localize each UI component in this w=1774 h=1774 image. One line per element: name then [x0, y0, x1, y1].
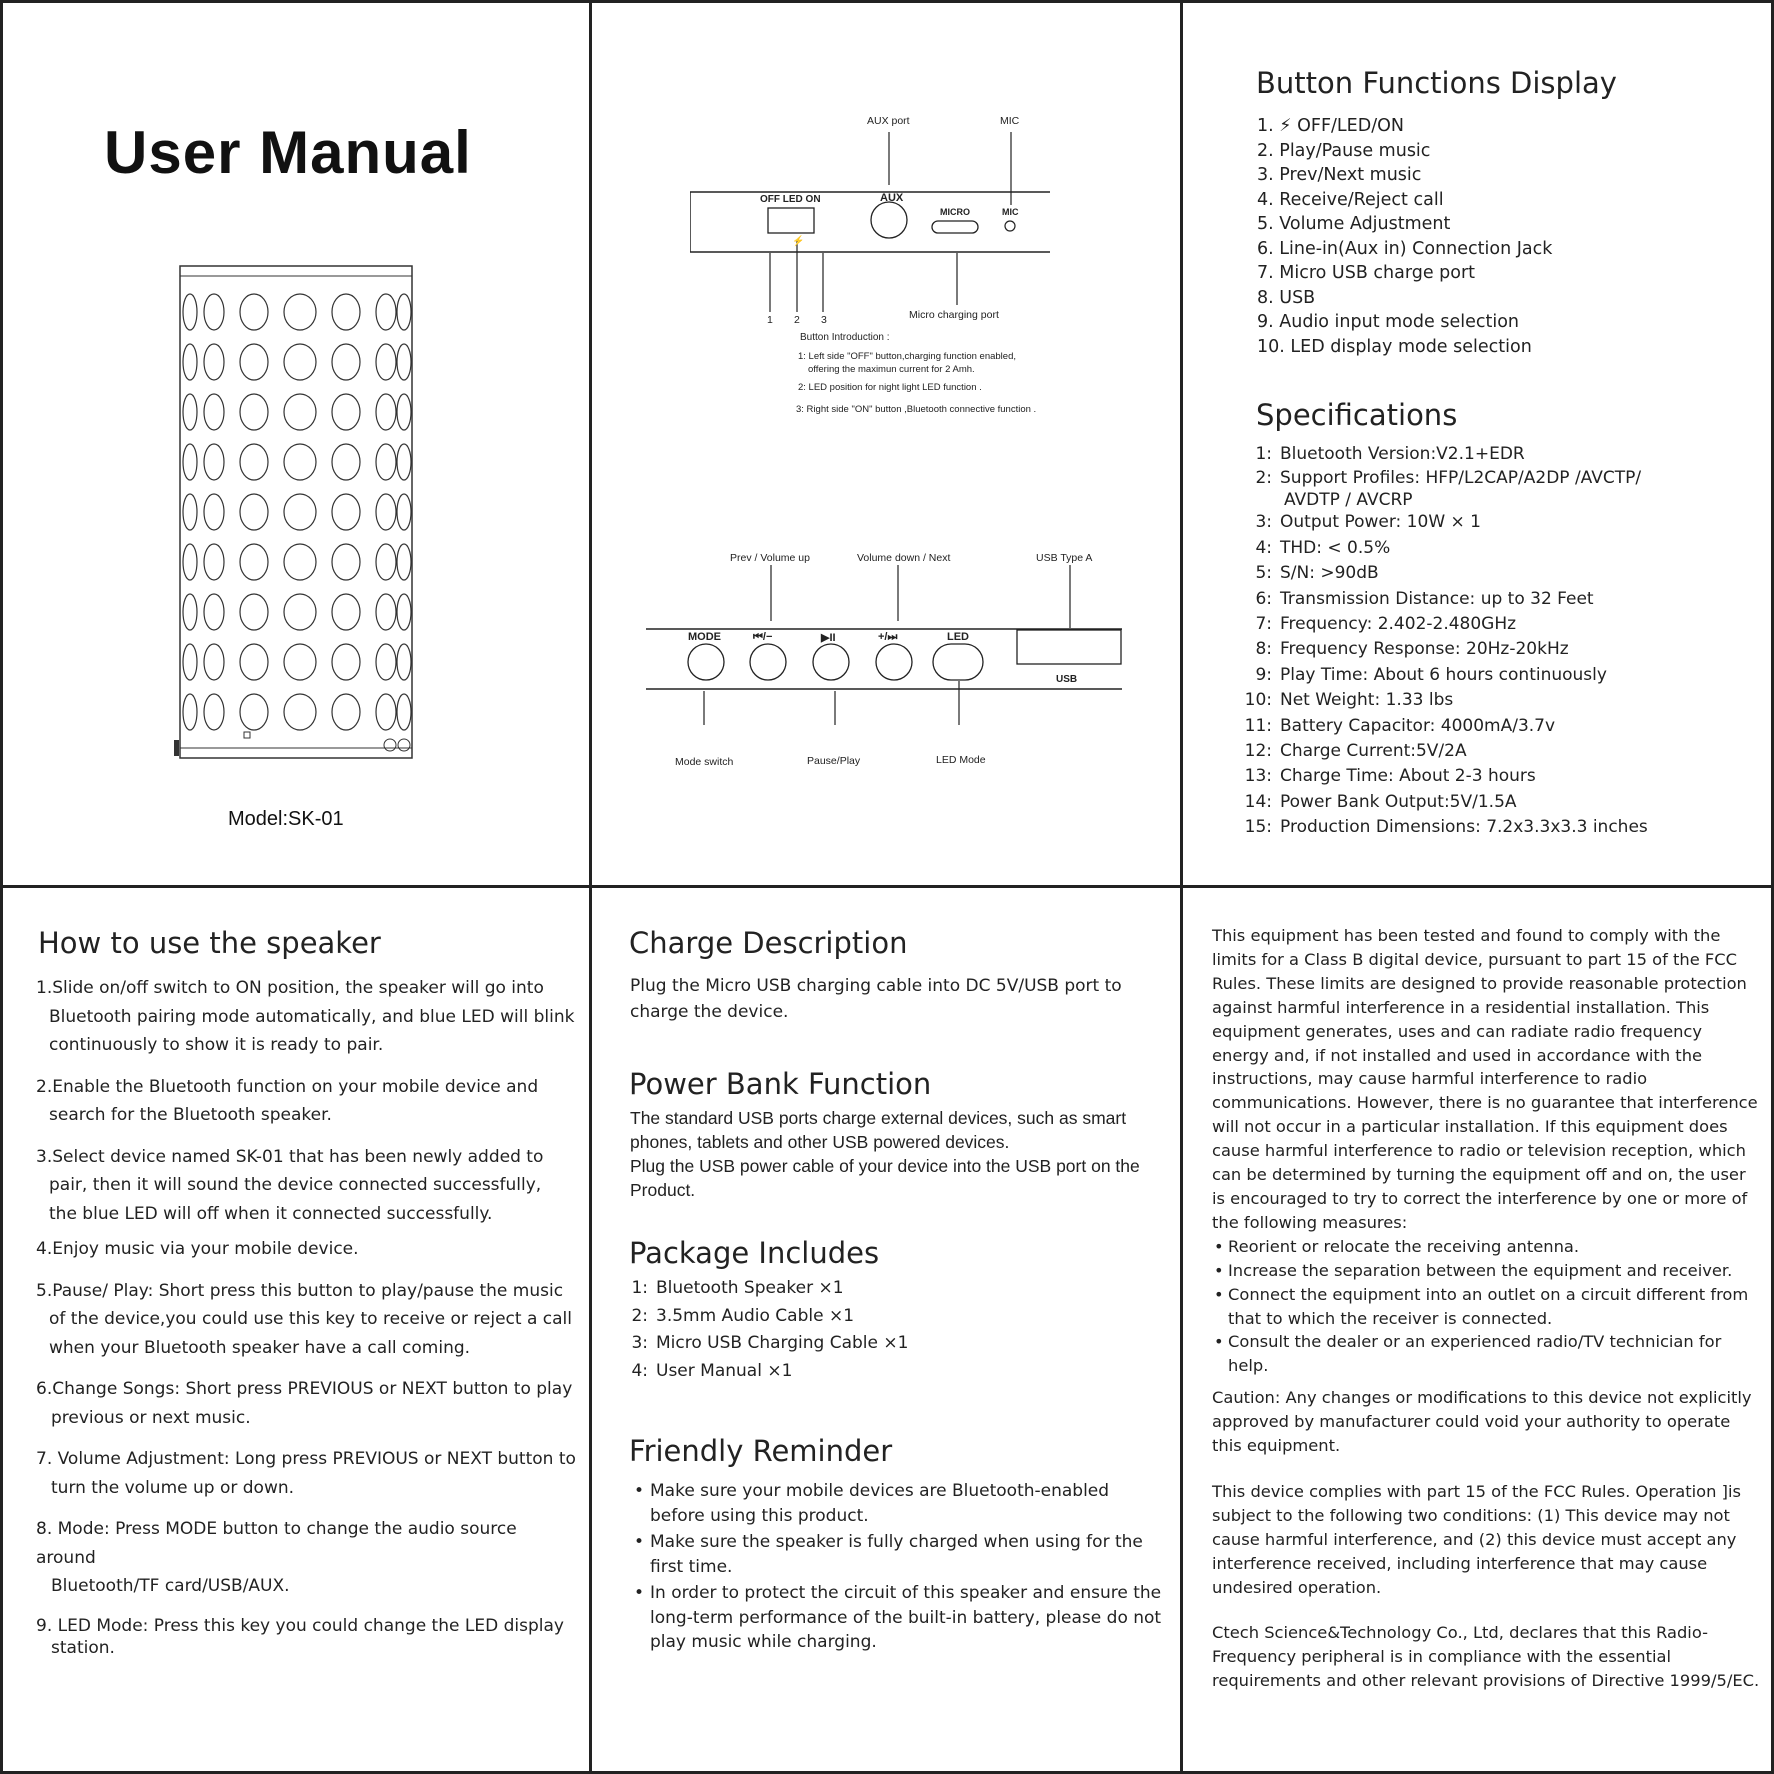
speaker-hole	[376, 544, 396, 580]
spec-item: 10: Net Weight: 1.33 lbs	[1244, 690, 1454, 711]
button-function-item: 8. USB	[1257, 287, 1316, 308]
speaker-hole	[284, 644, 316, 680]
powerbank-title: Power Bank Function	[629, 1067, 932, 1101]
speaker-hole	[183, 344, 197, 380]
speaker-hole	[397, 544, 411, 580]
reminder-list	[632, 1479, 1167, 1655]
speaker-hole	[397, 294, 411, 330]
speaker-hole	[376, 394, 396, 430]
speaker-hole	[183, 494, 197, 530]
speaker-hole	[332, 344, 360, 380]
intro-title: Button Introduction :	[800, 332, 890, 343]
spec-item: 8: Frequency Response: 20Hz-20kHz	[1255, 639, 1569, 660]
speaker-hole	[397, 694, 411, 730]
fcc-bullet: • Reorient or relocate the receiving antenna.	[1212, 1235, 1760, 1259]
howto-item: 1.Slide on/off switch to ON position, the speaker will go into Bluetooth pairing mode automatically, and blue LED will blink continuously to show it is ready to pair.	[36, 978, 575, 1055]
speaker-hole	[240, 594, 268, 630]
cover-title: User Manual	[104, 119, 472, 186]
howto-item: 5.Pause/ Play: Short press this button to play/pause the music of the device,you could use this key to receive or reject a call when your Bluetooth speaker have a call coming.	[36, 1280, 572, 1358]
usb-type-a-label: USB Type A	[1036, 552, 1093, 564]
fcc-block	[1212, 924, 1760, 1693]
specifications-list	[1234, 442, 1754, 841]
speaker-hole	[376, 294, 396, 330]
speaker-hole	[204, 594, 224, 630]
usb-port-label: USB	[1056, 674, 1078, 685]
intro-2: 2: LED position for night light LED function .	[798, 382, 982, 393]
speaker-hole	[204, 294, 224, 330]
package-title: Package Includes	[629, 1236, 880, 1270]
package-item: 1: Bluetooth Speaker ×1	[631, 1278, 844, 1298]
speaker-hole	[376, 344, 396, 380]
speaker-hole	[332, 494, 360, 530]
package-list	[610, 1275, 908, 1385]
speaker-hole	[240, 444, 268, 480]
mic-small-label: MIC	[1002, 207, 1019, 217]
button-functions-list	[1257, 114, 1552, 359]
speaker-hole	[183, 644, 197, 680]
speaker-hole	[284, 294, 316, 330]
howto-item: 8. Mode: Press MODE button to change the audio source around Bluetooth/TF card/USB/AUX.	[36, 1519, 517, 1596]
speaker-hole	[376, 594, 396, 630]
spec-item: 13: Charge Time: About 2-3 hours	[1244, 766, 1536, 787]
battery-icon: ⚡	[792, 236, 805, 247]
border-top	[0, 0, 1774, 3]
speaker-hole	[240, 644, 268, 680]
next-button-label: +/⏭	[878, 631, 898, 643]
micro-label: MICRO	[940, 207, 970, 217]
fcc-paragraph-1: This equipment has been tested and found to comply with the limits for a Class B digital device, pursuant to part 15 of the FCC Rules. These limits are designed to provide reasonable protection against harmful interference in a residential installation. This equipment generates, uses and can radiate radio frequency energy and, if not installed and used in accordance with the instructions, may cause harmful interference to radio communications. However, there is no guarantee that interference will not occur in a particular installation. If this equipment does cause harmful interference to radio or television reception, which can be determined by turning the equipment off and on, the user is encouraged to try to correct the interference by one or more of the following measures:	[1212, 926, 1758, 1232]
speaker-hole	[240, 394, 268, 430]
top-panel-diagram	[690, 130, 1080, 330]
speaker-hole	[183, 694, 197, 730]
speaker-hole	[204, 494, 224, 530]
speaker-hole	[204, 394, 224, 430]
spec-item: 12: Charge Current:5V/2A	[1244, 741, 1467, 762]
led-button-label: LED	[947, 631, 969, 643]
speaker-hole	[204, 694, 224, 730]
mode-switch-label: Mode switch	[675, 756, 734, 768]
speaker-hole	[397, 344, 411, 380]
speaker-hole	[397, 644, 411, 680]
model-label: Model:SK-01	[228, 808, 344, 830]
button-function-item: 5. Volume Adjustment	[1257, 214, 1451, 234]
speaker-hole	[240, 694, 268, 730]
play-button-label: ▶II	[821, 632, 836, 644]
speaker-hole	[183, 294, 197, 330]
spec-item: 14: Power Bank Output:5V/1.5A	[1244, 791, 1517, 812]
speaker-hole	[332, 694, 360, 730]
speaker-hole	[397, 594, 411, 630]
howto-title: How to use the speaker	[38, 926, 381, 960]
speaker-hole	[332, 294, 360, 330]
speaker-hole	[397, 494, 411, 530]
prev-volume-up-label: Prev / Volume up	[730, 552, 810, 564]
howto-item: 6.Change Songs: Short press PREVIOUS or NEXT button to play previous or next music.	[36, 1379, 573, 1428]
reminder-item: • In order to protect the circuit of this speaker and ensure the long-term performance of the built-in battery, please do not play music while charging.	[632, 1581, 1167, 1655]
button-function-item: 1. ⚡ OFF/LED/ON	[1257, 116, 1404, 136]
button-function-item: 7. Micro USB charge port	[1257, 263, 1476, 283]
speaker-hole	[204, 444, 224, 480]
spec-item: 15: Production Dimensions: 7.2x3.3x3.3 inches	[1244, 817, 1648, 838]
speaker-hole	[284, 544, 316, 580]
speaker-hole	[240, 294, 268, 330]
intro-3: 3: Right side "ON" button ,Bluetooth connective function .	[796, 404, 1037, 415]
spec-item: 2: Support Profiles: HFP/L2CAP/A2DP /AVCTP/	[1255, 468, 1642, 489]
package-item: 3: Micro USB Charging Cable ×1	[631, 1333, 909, 1353]
pause-play-label: Pause/Play	[807, 755, 861, 767]
speaker-hole	[376, 444, 396, 480]
speaker-hole	[204, 344, 224, 380]
reminder-item: • Make sure the speaker is fully charged when using for the first time.	[632, 1530, 1167, 1579]
intro-1b: offering the maximun current for 2 Amh.	[808, 364, 975, 375]
button-function-item: 10. LED display mode selection	[1257, 336, 1532, 357]
prev-button-label: ⏮/−	[753, 631, 773, 643]
specifications-title: Specifications	[1256, 398, 1458, 432]
reminder-title: Friendly Reminder	[629, 1434, 893, 1468]
speaker-hole	[240, 544, 268, 580]
spec-item: 7: Frequency: 2.402-2.480GHz	[1255, 614, 1517, 635]
speaker-hole	[284, 694, 316, 730]
spec-item: 1: Bluetooth Version:V2.1+EDR	[1255, 444, 1525, 464]
speaker-hole	[376, 644, 396, 680]
howto-item: 9. LED Mode: Press this key you could change the LED display station.	[36, 1615, 564, 1658]
mic-label: MIC	[1000, 115, 1020, 127]
fcc-paragraph-3: Ctech Science&Technology Co., Ltd, declares that this Radio-Frequency peripheral is in compliance with the essential requirements and other relevant provisions of Directive 1999/5/EC.	[1212, 1623, 1760, 1691]
aux-port-label: AUX port	[867, 115, 910, 127]
fcc-bullet: • Connect the equipment into an outlet on a circuit different from that to which the receiver is connected.	[1212, 1283, 1760, 1331]
button-function-item: 3. Prev/Next music	[1257, 165, 1422, 185]
howto-item: 2.Enable the Bluetooth function on your mobile device and search for the Bluetooth speaker.	[36, 1076, 539, 1125]
howto-item: 7. Volume Adjustment: Long press PREVIOUS or NEXT button to turn the volume up or down.	[36, 1449, 576, 1498]
button-function-item: 9. Audio input mode selection	[1257, 312, 1519, 332]
speaker-hole	[397, 394, 411, 430]
spec-item: 3: Output Power: 10W × 1	[1255, 512, 1481, 533]
speaker-hole	[284, 594, 316, 630]
spec-item: 11: Battery Capacitor: 4000mA/3.7v	[1244, 715, 1556, 736]
button-function-item: 4. Receive/Reject call	[1257, 189, 1444, 210]
speaker-hole	[183, 544, 197, 580]
reminder-item: • Make sure your mobile devices are Bluetooth-enabled before using this product.	[632, 1479, 1167, 1528]
powerbank-p1: The standard USB ports charge external devices, such as smart phones, tablets and other USB powered devices.	[630, 1108, 1127, 1152]
speaker-hole	[332, 544, 360, 580]
bottom-panel-diagram	[640, 565, 1130, 725]
speaker-hole	[376, 494, 396, 530]
package-item: 4: User Manual ×1	[631, 1360, 793, 1381]
spec-item: 4: THD: < 0.5%	[1255, 537, 1391, 558]
num-3: 3	[821, 314, 827, 326]
speaker-hole	[397, 444, 411, 480]
aux-jack-label: AUX	[880, 192, 904, 204]
speaker-hole	[332, 594, 360, 630]
button-function-item: 2. Play/Pause music	[1257, 140, 1431, 161]
fcc-bullet: • Consult the dealer or an experienced radio/TV technician for help.	[1212, 1330, 1760, 1378]
powerbank-p2: Plug the USB power cable of your device into the USB port on the Product.	[630, 1156, 1140, 1200]
speaker-hole	[183, 394, 197, 430]
spec-item: 5: S/N: >90dB	[1255, 563, 1379, 584]
mode-button-label: MODE	[688, 631, 721, 643]
num-1: 1	[767, 314, 773, 326]
package-item: 2: 3.5mm Audio Cable ×1	[631, 1305, 855, 1326]
speaker-hole	[376, 694, 396, 730]
button-functions-title: Button Functions Display	[1256, 66, 1617, 100]
spec-item: 6: Transmission Distance: up to 32 Feet	[1255, 588, 1594, 609]
fcc-paragraph-2: This device complies with part 15 of the FCC Rules. Operation ]is subject to the following two conditions: (1) This device may not cause harmful interference, and (2) this device must accept any interference received, including interference that may cause undesired operation.	[1212, 1481, 1741, 1597]
howto-item: 4.Enjoy music via your mobile device.	[36, 1239, 359, 1259]
speaker-hole	[183, 594, 197, 630]
spec-item: AVDTP / AVCRP	[1284, 490, 1413, 511]
speaker-hole	[204, 644, 224, 680]
speaker-hole	[284, 344, 316, 380]
speaker-hole	[240, 494, 268, 530]
speaker-hole	[204, 544, 224, 580]
volume-down-next-label: Volume down / Next	[857, 552, 951, 564]
speaker-hole	[284, 394, 316, 430]
speaker-hole	[284, 444, 316, 480]
num-2: 2	[794, 314, 800, 326]
switch-label: OFF LED ON	[760, 194, 821, 205]
speaker-hole	[240, 344, 268, 380]
howto-list	[36, 974, 581, 1658]
charge-text: Plug the Micro USB charging cable into DC 5V/USB port to charge the device.	[630, 976, 1122, 1022]
button-function-item: 6. Line-in(Aux in) Connection Jack	[1257, 238, 1553, 259]
speaker-hole	[183, 444, 197, 480]
fcc-bullet: • Increase the separation between the equipment and receiver.	[1212, 1259, 1760, 1283]
speaker-hole	[332, 394, 360, 430]
intro-1a: 1: Left side "OFF" button,charging function enabled,	[798, 351, 1016, 362]
led-mode-label: LED Mode	[936, 754, 986, 766]
speaker-hole	[284, 494, 316, 530]
divider-h	[0, 885, 1774, 888]
speaker-illustration	[170, 262, 420, 767]
speaker-hole	[332, 644, 360, 680]
howto-item: 3.Select device named SK-01 that has been newly added to pair, then it will sound the device connected successfully, the blue LED will off when it connected successfully.	[36, 1146, 544, 1224]
spec-item: 9: Play Time: About 6 hours continuously	[1255, 664, 1607, 685]
fcc-caution: Caution: Any changes or modifications to this device not explicitly approved by manufacturer could void your authority to operate this equipment.	[1212, 1388, 1752, 1456]
charge-title: Charge Description	[629, 926, 908, 960]
speaker-hole	[332, 444, 360, 480]
micro-charging-label: Micro charging port	[909, 309, 999, 321]
